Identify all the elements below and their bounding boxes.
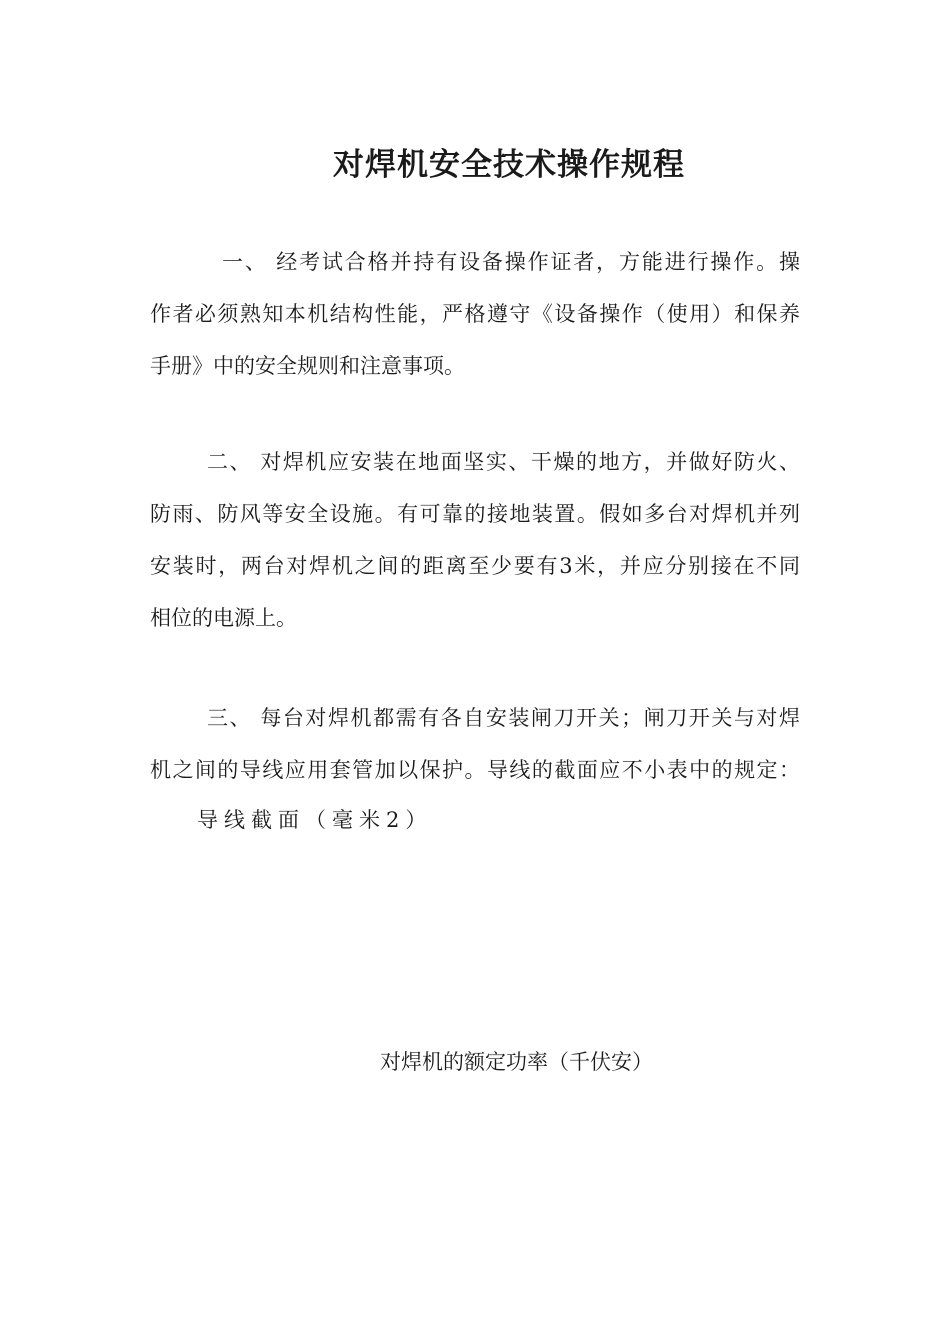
paragraph-line: 作者必须熟知本机结构性能，严格遵守《设备操作（使用）和保养 xyxy=(150,302,800,326)
paragraph-line: 一、 经考试合格并持有设备操作证者，方能进行操作。操 xyxy=(222,250,800,274)
paragraph-line: 相位的电源上。 xyxy=(150,606,297,630)
paragraph-1 xyxy=(150,236,800,392)
page-title: 对焊机安全技术操作规程 xyxy=(333,146,685,183)
paragraph-line: 防雨、防风等安全设施。有可靠的接地装置。假如多台对焊机并列 xyxy=(150,502,800,526)
paragraph-2 xyxy=(150,436,800,644)
paragraph-3 xyxy=(150,692,800,796)
table-header-wire-section: 导线截面（毫米2） xyxy=(197,808,433,832)
paragraph-line: 三、 每台对焊机都需有各自安装闸刀开关；闸刀开关与对焊 xyxy=(207,706,800,730)
paragraph-line: 机之间的导线应用套管加以保护。导线的截面应不小表中的规定： xyxy=(150,758,800,782)
paragraph-line: 二、 对焊机应安装在地面坚实、干燥的地方，并做好防火、 xyxy=(207,450,800,474)
paragraph-line: 手册》中的安全规则和注意事项。 xyxy=(150,354,465,378)
table-header-rated-power: 对焊机的额定功率（千伏安） xyxy=(380,1050,653,1074)
paragraph-line: 安装时，两台对焊机之间的距离至少要有3米，并应分别接在不同 xyxy=(150,554,800,578)
